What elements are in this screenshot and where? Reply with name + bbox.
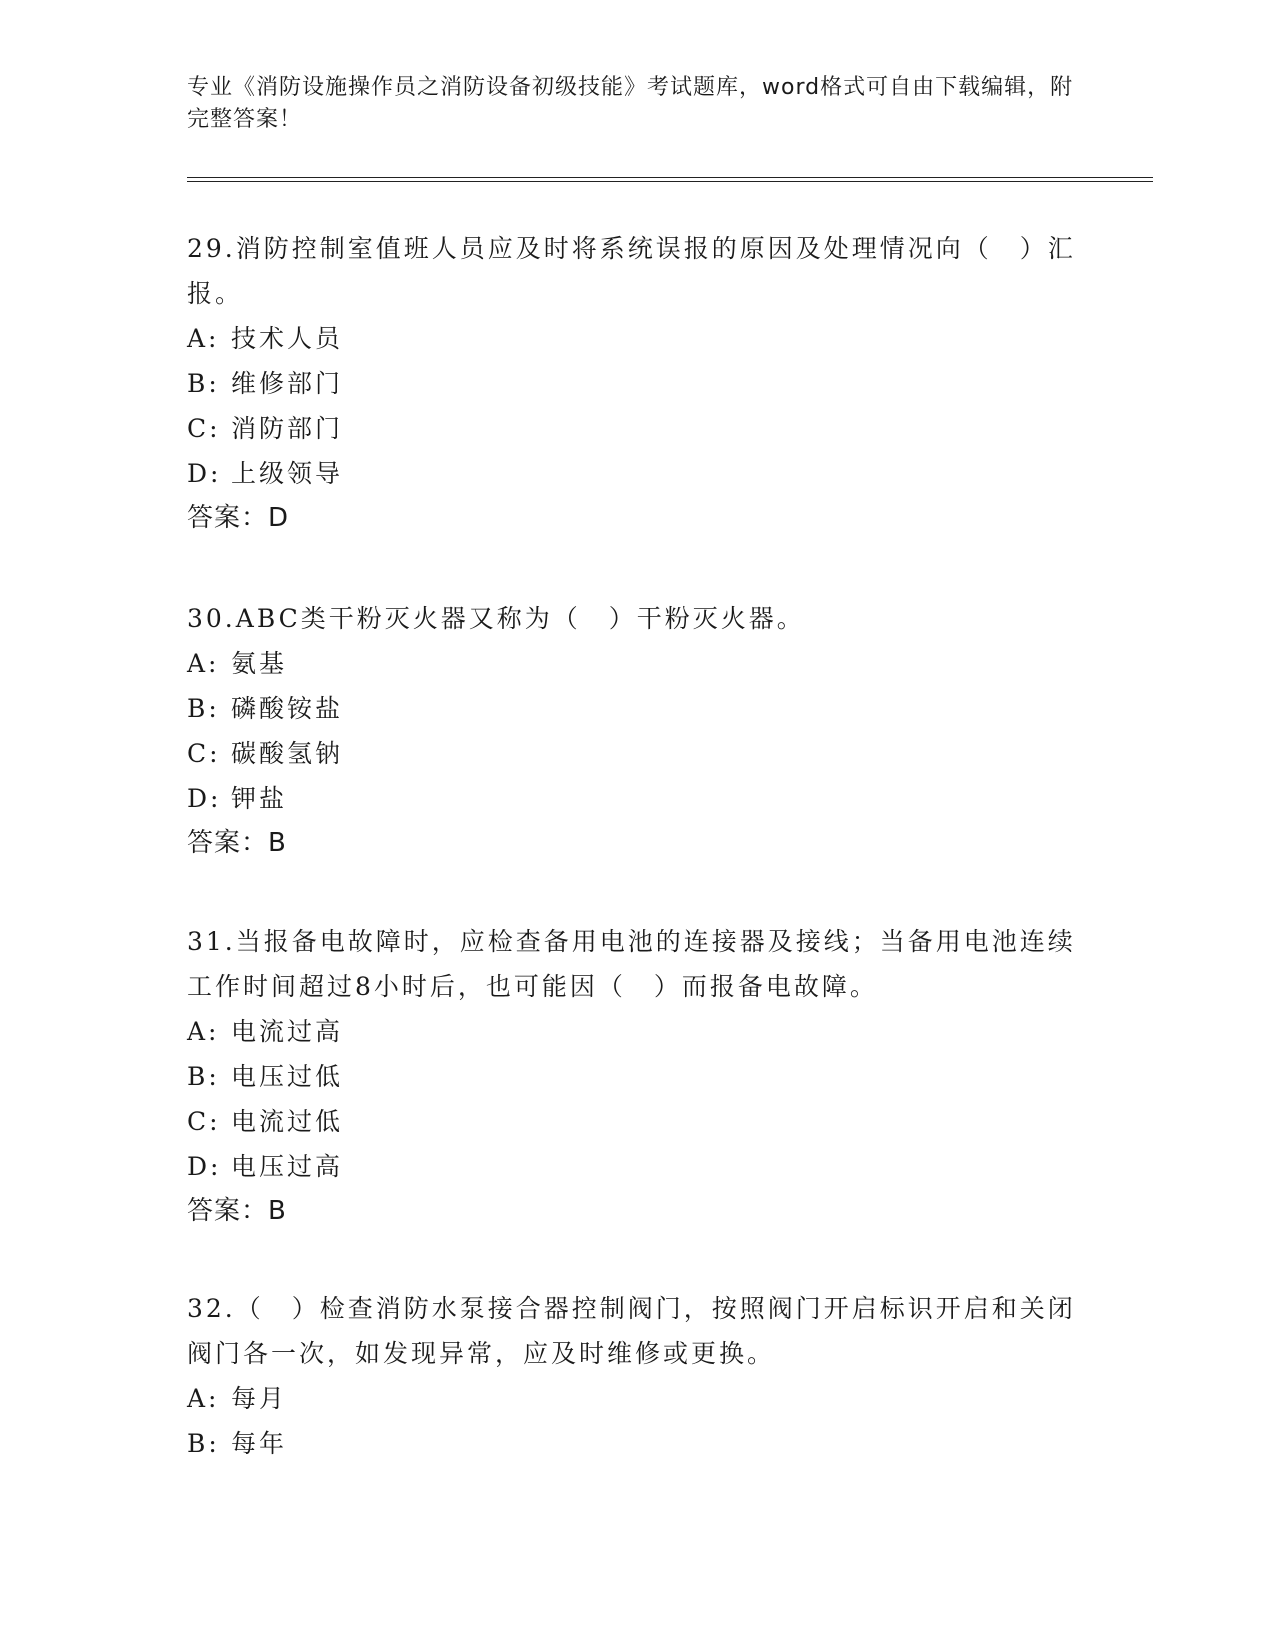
option-a — [187, 1009, 1087, 1054]
option-text: 氨基 — [231, 649, 288, 678]
header-divider-bottom — [187, 181, 1153, 182]
option-a — [187, 316, 1087, 361]
option-text: 电压过低 — [231, 1062, 344, 1091]
option-text: 磷酸铵盐 — [231, 694, 344, 723]
option-text: 钾盐 — [231, 784, 288, 813]
option-text: 电流过低 — [231, 1107, 344, 1136]
header-divider-top — [187, 177, 1153, 178]
option-letter: A: — [187, 1384, 220, 1413]
answer: 答案：D — [187, 503, 290, 533]
answer: 答案：B — [187, 1196, 287, 1226]
question-29 — [187, 226, 1087, 541]
option-d — [187, 451, 1087, 496]
option-b — [187, 686, 1087, 731]
option-letter: D: — [187, 1152, 222, 1181]
question-stem: 31.当报备电故障时，应检查备用电池的连接器及接线；当备用电池连续工作时间超过8小时后，也可能因（ ）而报备电故障。 — [187, 927, 1076, 1001]
option-text: 维修部门 — [231, 369, 344, 398]
option-letter: A: — [187, 1017, 220, 1046]
option-letter: D: — [187, 459, 222, 488]
document-header: 专业《消防设施操作员之消防设备初级技能》考试题库，word格式可自由下载编辑，附完整答案！ — [187, 75, 1074, 132]
option-text: 碳酸氢钠 — [231, 739, 344, 768]
option-letter: C: — [187, 739, 221, 768]
option-letter: B: — [187, 369, 220, 398]
option-c — [187, 406, 1087, 451]
option-a — [187, 1376, 1087, 1421]
option-text: 电流过高 — [231, 1017, 344, 1046]
option-text: 上级领导 — [231, 459, 344, 488]
option-c — [187, 731, 1087, 776]
option-b — [187, 1054, 1087, 1099]
option-letter: C: — [187, 414, 221, 443]
question-stem: 30.ABC类干粉灭火器又称为（ ）干粉灭火器。 — [187, 604, 805, 633]
option-letter: A: — [187, 649, 220, 678]
option-c — [187, 1099, 1087, 1144]
option-letter: D: — [187, 784, 222, 813]
option-text: 电压过高 — [231, 1152, 344, 1181]
option-b — [187, 1421, 1087, 1466]
option-d — [187, 776, 1087, 821]
option-b — [187, 361, 1087, 406]
option-text: 消防部门 — [231, 414, 344, 443]
question-32 — [187, 1286, 1087, 1466]
question-stem: 32.（ ）检查消防水泵接合器控制阀门，按照阀门开启标识开启和关闭阀门各一次，如发现异常，应及时维修或更换。 — [187, 1294, 1076, 1368]
option-text: 每月 — [231, 1384, 288, 1413]
option-a — [187, 641, 1087, 686]
question-30 — [187, 596, 1087, 866]
option-letter: A: — [187, 324, 220, 353]
option-letter: C: — [187, 1107, 221, 1136]
option-d — [187, 1144, 1087, 1189]
answer: 答案：B — [187, 828, 287, 858]
question-31 — [187, 919, 1087, 1234]
option-letter: B: — [187, 1062, 220, 1091]
option-text: 每年 — [231, 1429, 288, 1458]
option-letter: B: — [187, 694, 220, 723]
option-text: 技术人员 — [231, 324, 344, 353]
option-letter: B: — [187, 1429, 220, 1458]
question-stem: 29.消防控制室值班人员应及时将系统误报的原因及处理情况向（ ）汇报。 — [187, 234, 1076, 308]
